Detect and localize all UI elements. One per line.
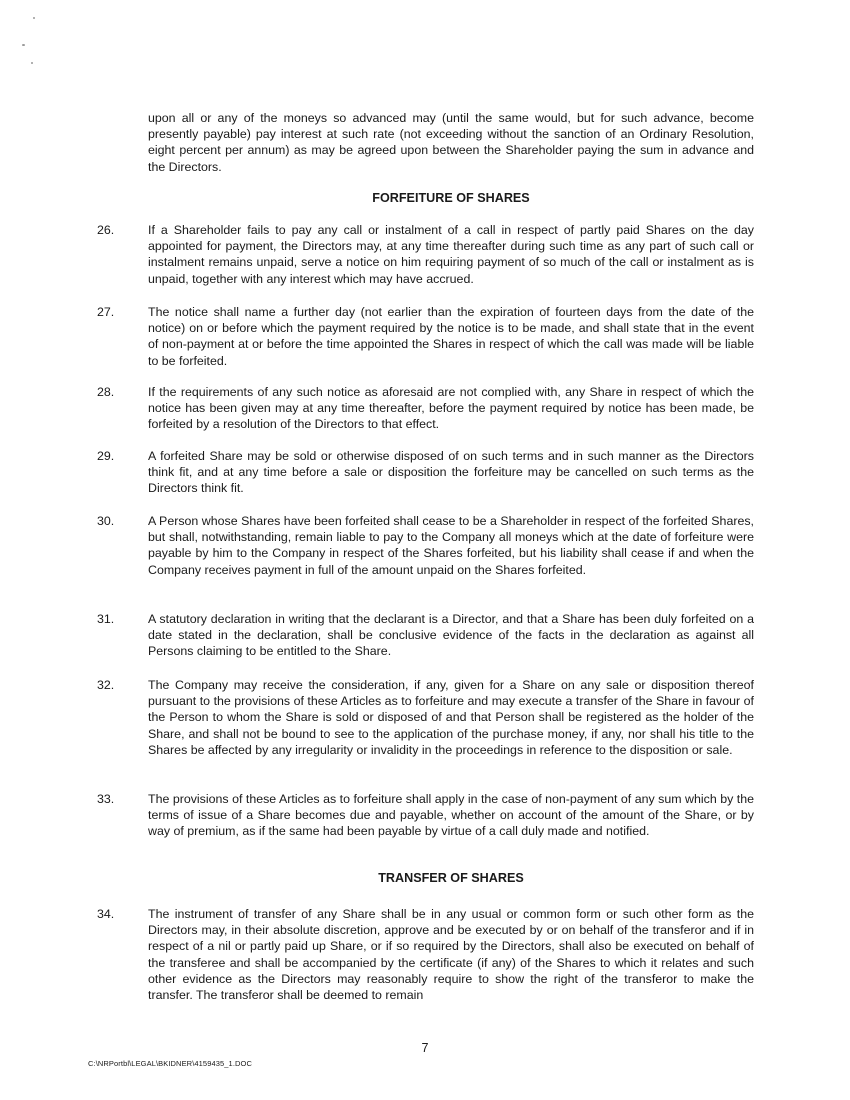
clause-number: 32. bbox=[97, 678, 115, 692]
scan-speck bbox=[22, 44, 25, 46]
page-number: 7 bbox=[421, 1041, 429, 1055]
clause-number: 34. bbox=[97, 907, 115, 921]
clause-number: 33. bbox=[97, 792, 115, 806]
scan-speck bbox=[33, 17, 35, 19]
clause-number: 28. bbox=[97, 385, 115, 399]
scan-speck bbox=[31, 62, 33, 64]
clause-text: The provisions of these Articles as to forfeiture shall apply in the case of non-payment of any sum which by the terms of issue of a Share becomes due and payable, whether on account of the amount of the Share, or by way of premium, as if the same had been payable by virtue of a call duly made and notified. bbox=[148, 792, 754, 839]
clause-text: A forfeited Share may be sold or otherwise disposed of on such terms and in such manner as the Directors think fit, and at any time before a sale or disposition the forfeiture may be cancelled on such terms as the Directors think fit. bbox=[148, 449, 754, 496]
clause-text: If the requirements of any such notice as aforesaid are not complied with, any Share in respect of which the notice has been given may at any time thereafter, before the payment required by notice has been made, be forfeited by a resolution of the Directors to that effect. bbox=[148, 385, 754, 432]
footer-file-path: C:\NRPortbl\LEGAL\BKIDNER\4159435_1.DOC bbox=[88, 1059, 252, 1068]
clause-text: A statutory declaration in writing that the declarant is a Director, and that a Share has been duly forfeited on a date stated in the declaration, shall be conclusive evidence of the facts in the declaration as against all Persons claiming to be entitled to the Share. bbox=[148, 612, 754, 659]
clause-number: 26. bbox=[97, 223, 115, 237]
clause-text: If a Shareholder fails to pay any call or instalment of a call in respect of partly paid Shares on the day appointed for payment, the Directors may, at any time thereafter during such time as any part of such call or instalment remains unpaid, serve a notice on him requiring payment of so much of the call or instalment as is unpaid, together with any interest which may have accrued. bbox=[148, 223, 754, 286]
clause-text: The Company may receive the consideration, if any, given for a Share on any sale or disposition thereof pursuant to the provisions of these Articles as to forfeiture and may execute a transfer of the Share in favour of the Person to whom the Share is sold or disposed of and that Person shall be registered as the holder of the Share, and shall not be bound to see to the application of the purchase money, if any, nor shall his title to the Shares be affected by any irregularity or invalidity in the proceedings in reference to the disposition or sale. bbox=[148, 678, 754, 757]
clause-number: 29. bbox=[97, 449, 115, 463]
clause-number: 30. bbox=[97, 514, 115, 528]
clause-text: A Person whose Shares have been forfeited shall cease to be a Shareholder in respect of the forfeited Shares, but shall, notwithstanding, remain liable to pay to the Company all moneys which at the date of forfeiture were payable by him to the Company in respect of the Shares forfeited, but his liability shall cease if and when the Company receives payment in full of the amount unpaid on the Shares forfeited. bbox=[148, 514, 754, 577]
clause-number: 27. bbox=[97, 305, 115, 319]
heading-forfeiture-of-shares: FORFEITURE OF SHARES bbox=[372, 191, 530, 205]
intro-paragraph: upon all or any of the moneys so advanced may (until the same would, but for such advance, become presently payable) pay interest at such rate (not exceeding without the sanction of an Ordinary Resolution, eight percent per annum) as may be agreed upon between the Shareholder paying the sum in advance and the Directors. bbox=[148, 111, 754, 174]
clause-number: 31. bbox=[97, 612, 115, 626]
clause-text: The instrument of transfer of any Share shall be in any usual or common form or such other form as the Directors may, in their absolute discretion, approve and be executed by or on behalf of the transferor and if in respect of a nil or partly paid up Share, or if so required by the Directors, shall also be executed on behalf of the transferee and shall be accompanied by the certificate (if any) of the Shares to which it relates and such other evidence as the Directors may reasonably require to show the right of the transferor to make the transfer. The transferor shall be deemed to remain bbox=[148, 907, 754, 1003]
heading-transfer-of-shares: TRANSFER OF SHARES bbox=[378, 871, 524, 885]
clause-text: The notice shall name a further day (not earlier than the expiration of fourteen days from the date of the notice) on or before which the payment required by the notice is to be made, and shall state that in the event of non-payment at or before the time appointed the Shares in respect of which the call was made will be liable to be forfeited. bbox=[148, 305, 754, 368]
